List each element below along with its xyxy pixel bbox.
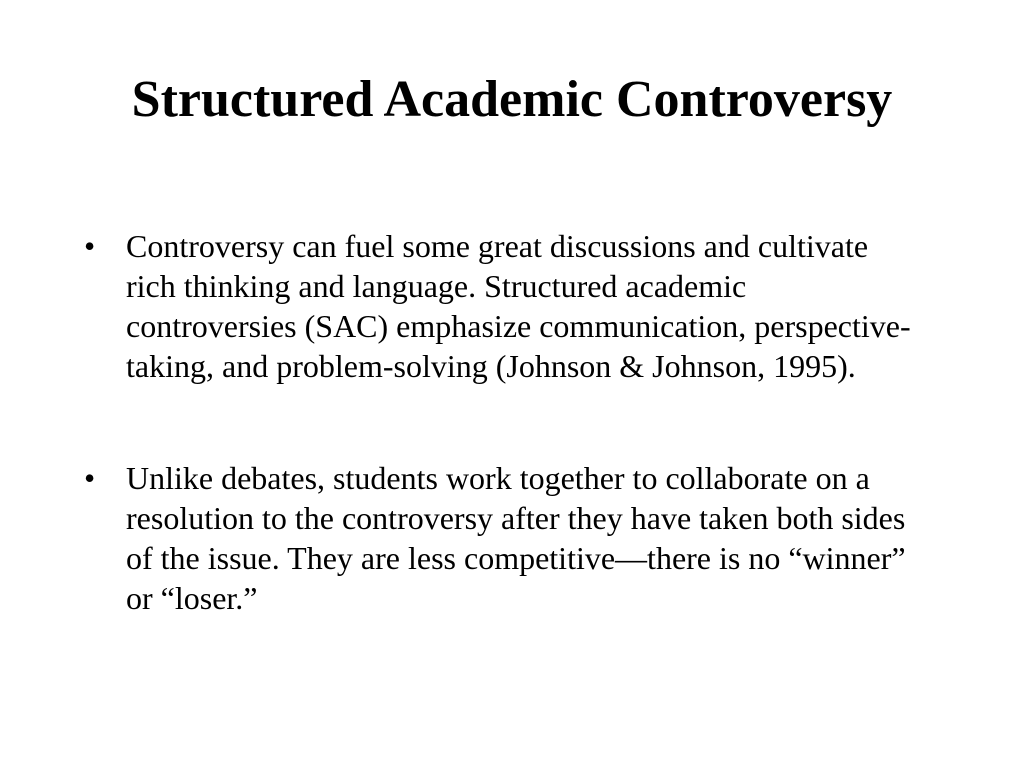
bullet-list xyxy=(84,226,914,618)
bullet-text-2: Unlike debates, students work together to collaborate on a resolution to the controversy after they have taken both sides of the issue. They are less competitive—there is no “winner” or “loser.” xyxy=(126,460,906,616)
bullet-point-icon: • xyxy=(84,460,96,496)
bullet-text-1: Controversy can fuel some great discussions and cultivate rich thinking and language. Structured academic controversies (SAC) emphasize communication, perspective-taking, and problem-solving (Johnson & Johnson, 1995). xyxy=(126,228,911,384)
slide-title: Structured Academic Controversy xyxy=(131,71,893,128)
bullet-item-2 xyxy=(84,458,914,618)
bullet-point-icon: • xyxy=(84,228,96,264)
bullet-item-1 xyxy=(84,226,914,386)
